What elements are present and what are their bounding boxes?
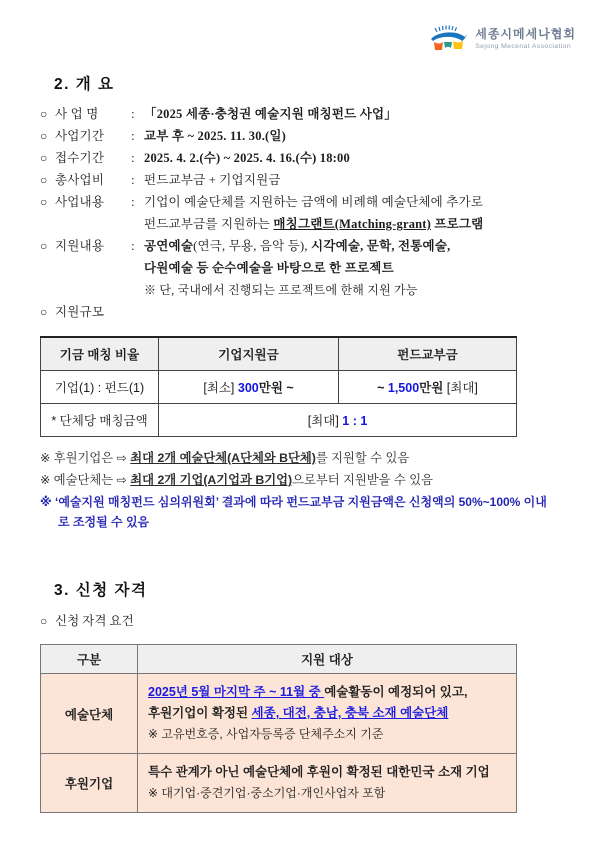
fund-matching-table <box>40 336 517 437</box>
genre-examples: (연극, 무용, 음악 등), <box>193 239 312 253</box>
corp-min-suffix: 만원 ~ <box>258 381 294 395</box>
item-value: 교부 후 ~ 2025. 11. 30.(일) <box>144 129 287 143</box>
target-row-art-group <box>41 674 517 754</box>
note-post: 를 지원할 수 있음 <box>315 451 410 465</box>
note-text: ‘예술지원 매칭펀드 심의위원회’ 결과에 따라 펀드교부금 지원금액은 신청액의 50%~100% 이내로 조정될 수 있음 <box>51 495 547 529</box>
description-line2-suffix: 프로그램 <box>431 217 484 231</box>
circle-bullet-icon: ○ <box>40 129 48 143</box>
header-matching-ratio: 기금 매칭 비율 <box>41 337 159 371</box>
note-pre: 예술단체는 ⇨ <box>50 473 131 487</box>
item-value: 「2025 세종·충청권 예술지원 매칭펀드 사업」 <box>144 107 397 121</box>
genre-other-arts: 시각예술, 문학, 전통예술, <box>311 239 451 253</box>
art-group-description-cell <box>138 674 517 754</box>
circle-bullet-icon: ○ <box>40 151 48 165</box>
note-emphasis: 최대 2개 예술단체(A단체와 B단체) <box>130 451 316 465</box>
header-grant-fund: 펀드교부금 <box>339 337 517 371</box>
corp-min-prefix: [최소] <box>203 381 238 395</box>
corp-min-amount: 300 <box>237 381 259 395</box>
target-table-header-row <box>41 645 517 674</box>
section-overview-heading: 2. 개 요 <box>54 76 115 93</box>
bullet-item-project-name <box>40 103 572 125</box>
item-label: 사업내용 <box>55 195 105 209</box>
circle-bullet-icon: ○ <box>40 107 48 121</box>
target-row-sponsor-company <box>41 754 517 813</box>
reference-mark-icon: ※ <box>40 451 51 465</box>
fund-max-unit: 만원 <box>419 381 447 395</box>
item-separator: : <box>131 151 135 165</box>
item-separator: : <box>131 173 135 187</box>
fund-max-prefix: ~ <box>377 381 388 395</box>
item-separator: : <box>131 239 135 253</box>
eligibility-sub-label: 신청 자격 요건 <box>55 614 134 628</box>
note-sponsor-limit <box>40 448 572 469</box>
match-value-ratio: 1 : 1 <box>342 414 368 428</box>
registration-basis-note: ※ 고유번호증, 사업자등록증 단체주소지 기준 <box>148 727 384 741</box>
item-label: 총사업비 <box>55 173 105 187</box>
circle-bullet-icon: ○ <box>40 614 48 628</box>
activity-period-emphasis: 2025년 5월 마지막 주 ~ 11월 중 <box>148 685 325 699</box>
sponsor-condition-text: 특수 관계가 아닌 예술단체에 후원이 확정된 대한민국 소재 기업 <box>148 765 490 779</box>
item-label: 사업기간 <box>55 129 105 143</box>
eligibility-sub-bullet <box>40 610 572 632</box>
bullet-item-project-description <box>40 191 572 235</box>
eligibility-target-table <box>40 644 517 813</box>
item-label: 지원규모 <box>55 305 105 319</box>
notes-list <box>40 448 572 532</box>
reference-mark-icon: ※ <box>40 473 51 487</box>
match-value-cell <box>159 404 517 437</box>
bullet-item-project-period <box>40 125 572 147</box>
match-label-cell: * 단체당 매칭금액 <box>41 404 159 437</box>
note-post: 으로부터 지원받을 수 있음 <box>292 473 434 487</box>
category-cell: 예술단체 <box>41 674 138 754</box>
note-emphasis: 최대 2개 기업(A기업과 B기업) <box>130 473 293 487</box>
item-value: 펀드교부금 + 기업지원금 <box>144 173 281 187</box>
org-logo-text <box>475 28 576 51</box>
circle-bullet-icon: ○ <box>40 195 48 209</box>
item-label: 접수기간 <box>55 151 105 165</box>
item-value <box>144 235 572 301</box>
section-eligibility-heading: 3. 신청 자격 <box>54 582 148 599</box>
item-value <box>144 191 572 235</box>
region-emphasis: 세종, 대전, 충남, 충북 소재 예술단체 <box>251 706 449 720</box>
category-cell: 후원기업 <box>41 754 138 813</box>
fund-table-ratio-row <box>41 371 517 404</box>
circle-bullet-icon: ○ <box>40 239 48 253</box>
bullet-item-support-scale <box>40 301 572 323</box>
item-separator: : <box>131 195 135 209</box>
bullet-item-application-period <box>40 147 572 169</box>
sponsor-description-cell <box>138 754 517 813</box>
bullet-item-support-content <box>40 235 572 301</box>
corporate-min-cell <box>159 371 339 404</box>
circle-bullet-icon: ○ <box>40 173 48 187</box>
fund-max-amount: 1,500 <box>387 381 420 395</box>
domestic-only-note: ※ 단, 국내에서 진행되는 프로젝트에 한해 지원 가능 <box>144 283 418 297</box>
company-types-note: ※ 대기업·중견기업·중소기업·개인사업자 포함 <box>148 786 386 800</box>
org-name-korean: 세종시메세나협회 <box>475 27 576 42</box>
note-pre: 후원기업은 ⇨ <box>50 451 131 465</box>
match-value-prefix: [최대] <box>307 414 343 428</box>
org-logo <box>429 23 576 56</box>
item-value: 2025. 4. 2.(수) ~ 2025. 4. 16.(수) 18:00 <box>144 151 350 165</box>
circle-bullet-icon: ○ <box>40 305 48 319</box>
fund-max-cell <box>339 371 517 404</box>
note-artgroup-limit <box>40 470 572 491</box>
ratio-label-cell: 기업(1) : 펀드(1) <box>41 371 159 404</box>
fund-table-header-row <box>41 337 517 371</box>
activity-condition-text: 예술활동이 예정되어 있고, <box>324 685 468 699</box>
org-name-english: Sejong Mecenat Association <box>475 43 572 51</box>
genre-performing-arts: 공연예술 <box>144 239 194 253</box>
fund-max-suffix: [최대] <box>446 381 478 395</box>
description-line1: 기업이 예술단체를 지원하는 금액에 비례해 예술단체에 추가로 <box>144 195 484 209</box>
support-content-line2: 다원예술 등 순수예술을 바탕으로 한 프로젝트 <box>144 261 394 275</box>
item-separator: : <box>131 107 135 121</box>
fund-table-match-row <box>41 404 517 437</box>
sponsor-confirmed-text: 후원기업이 확정된 <box>148 706 252 720</box>
item-label: 사 업 명 <box>55 107 99 121</box>
overview-bullet-list <box>40 103 572 323</box>
item-separator: : <box>131 129 135 143</box>
hanok-roof-icon <box>429 23 469 56</box>
matching-grant-emphasis: 매칭그랜트(Matching-grant) <box>273 217 432 231</box>
item-label: 지원내용 <box>55 239 105 253</box>
description-line2-prefix: 펀드교부금를 지원하는 <box>144 217 274 231</box>
reference-mark-icon: ※ <box>40 495 52 509</box>
bullet-item-total-budget <box>40 169 572 191</box>
header-category: 구분 <box>41 645 138 674</box>
header-target: 지원 대상 <box>138 645 517 674</box>
header-corporate-fund: 기업지원금 <box>159 337 339 371</box>
note-committee-adjustment <box>40 492 552 532</box>
